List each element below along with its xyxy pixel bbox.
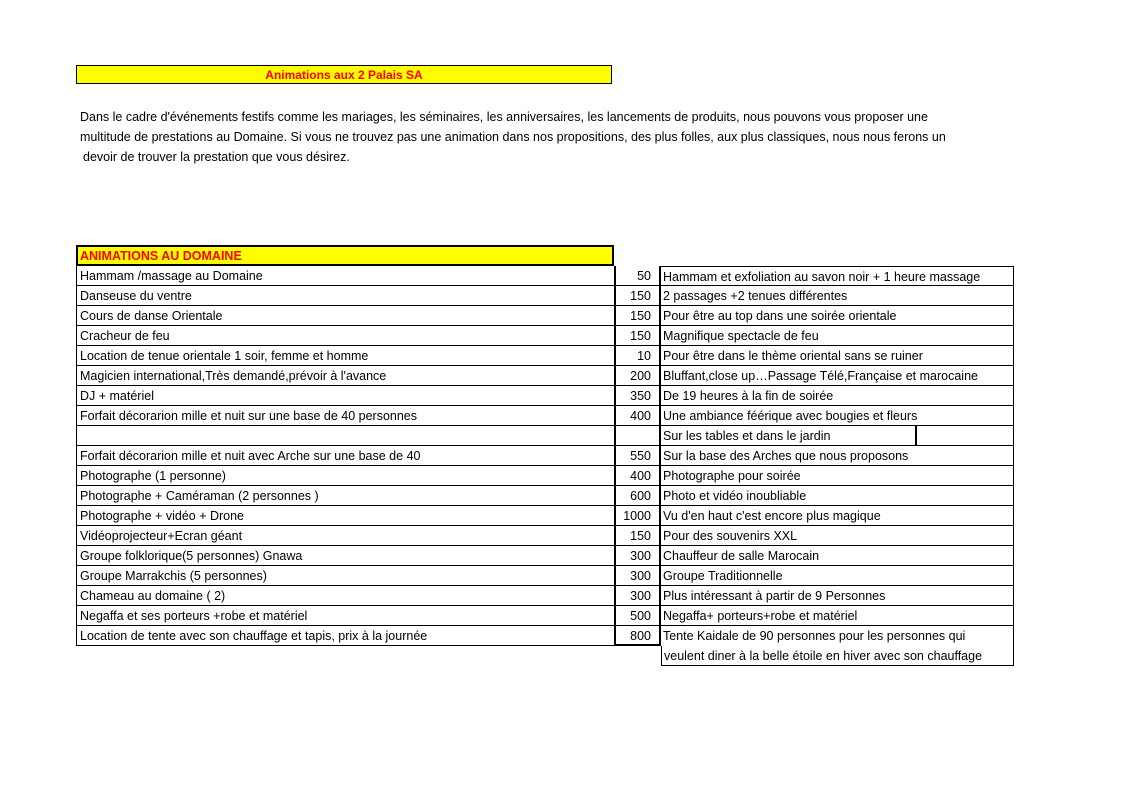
row-name: Magicien international,Très demandé,prévoir à l'avance xyxy=(76,366,614,386)
intro-paragraph xyxy=(80,107,1080,167)
intro-line-1: Dans le cadre d'événements festifs comme les mariages, les séminaires, les anniversaires, les lancements de produits, nous pouvons vous proposer une xyxy=(80,110,928,124)
row-desc: Pour être au top dans une soirée orientale xyxy=(661,306,1014,326)
table-row xyxy=(76,346,1014,366)
table-row xyxy=(76,626,1014,646)
row-desc: Magnifique spectacle de feu xyxy=(661,326,1014,346)
row-name: Cracheur de feu xyxy=(76,326,614,346)
row-name: Danseuse du ventre xyxy=(76,286,614,306)
row-desc: 2 passages +2 tenues différentes xyxy=(661,286,1014,306)
table-row xyxy=(76,386,1014,406)
row-name: Location de tente avec son chauffage et tapis, prix à la journée xyxy=(76,626,614,646)
row-desc: Bluffant,close up…Passage Télé,Française et marocaine xyxy=(661,366,1014,386)
row-name: Cours de danse Orientale xyxy=(76,306,614,326)
row-name: Vidéoprojecteur+Ecran géant xyxy=(76,526,614,546)
row-price: 150 xyxy=(614,286,661,306)
row-price: 800 xyxy=(614,626,661,646)
table-row xyxy=(76,586,1014,606)
table-row xyxy=(76,546,1014,566)
row-price: 300 xyxy=(614,566,661,586)
row-name: DJ + matériel xyxy=(76,386,614,406)
row-desc: Photo et vidéo inoubliable xyxy=(661,486,1014,506)
row-desc: Negaffa+ porteurs+robe et matériel xyxy=(661,606,1014,626)
row-name xyxy=(76,426,614,446)
row-price: 150 xyxy=(614,326,661,346)
row-price: 350 xyxy=(614,386,661,406)
document-title: Animations aux 2 Palais SA xyxy=(76,65,612,84)
table-row xyxy=(76,306,1014,326)
row-desc: Vu d'en haut c'est encore plus magique xyxy=(661,506,1014,526)
table-row xyxy=(76,446,1014,466)
row-price: 150 xyxy=(614,306,661,326)
table-row xyxy=(76,606,1014,626)
row-name: Chameau au domaine ( 2) xyxy=(76,586,614,606)
row-price: 50 xyxy=(614,266,661,286)
row-name: Location de tenue orientale 1 soir, femme et homme xyxy=(76,346,614,366)
row-price: 1000 xyxy=(614,506,661,526)
row-price: 500 xyxy=(614,606,661,626)
row-name: Hammam /massage au Domaine xyxy=(76,266,614,286)
table-row xyxy=(76,466,1014,486)
table-row xyxy=(76,406,1014,426)
animations-table xyxy=(76,266,1014,646)
row-price: 150 xyxy=(614,526,661,546)
table-row xyxy=(76,266,1014,286)
row-price: 200 xyxy=(614,366,661,386)
intro-line-3: devoir de trouver la prestation que vous désirez. xyxy=(83,150,350,164)
row-desc: Pour être dans le thème oriental sans se ruiner xyxy=(661,346,1014,366)
row-price: 550 xyxy=(614,446,661,466)
row-price: 400 xyxy=(614,406,661,426)
row-name: Photographe + vidéo + Drone xyxy=(76,506,614,526)
row-desc: Tente Kaidale de 90 personnes pour les personnes qui xyxy=(661,626,1014,646)
table-row xyxy=(76,526,1014,546)
row-desc: Hammam et exfoliation au savon noir + 1 heure massage xyxy=(661,266,1014,286)
row-desc: Sur les tables et dans le jardin xyxy=(661,426,916,446)
row-price xyxy=(614,426,661,446)
row-name: Groupe folklorique(5 personnes) Gnawa xyxy=(76,546,614,566)
row-name: Groupe Marrakchis (5 personnes) xyxy=(76,566,614,586)
table-row xyxy=(76,426,1014,446)
row-desc: Pour des souvenirs XXL xyxy=(661,526,1014,546)
row-price: 600 xyxy=(614,486,661,506)
row-name: Photographe + Caméraman (2 personnes ) xyxy=(76,486,614,506)
table-row xyxy=(76,566,1014,586)
row-desc: Chauffeur de salle Marocain xyxy=(661,546,1014,566)
table-row xyxy=(76,326,1014,346)
table-row xyxy=(76,486,1014,506)
row-price: 300 xyxy=(614,586,661,606)
row-desc: Sur la base des Arches que nous proposons xyxy=(661,446,1014,466)
row-desc: Groupe Traditionnelle xyxy=(661,566,1014,586)
row-name: Forfait décorarion mille et nuit avec Arche sur une base de 40 xyxy=(76,446,614,466)
table-header: ANIMATIONS AU DOMAINE xyxy=(76,245,614,266)
row-price: 300 xyxy=(614,546,661,566)
row-desc: Plus intéressant à partir de 9 Personnes xyxy=(661,586,1014,606)
row-name: Negaffa et ses porteurs +robe et matériel xyxy=(76,606,614,626)
table-row xyxy=(76,506,1014,526)
row-desc: Photographe pour soirée xyxy=(661,466,1014,486)
row-price: 400 xyxy=(614,466,661,486)
row-name: Forfait décorarion mille et nuit sur une base de 40 personnes xyxy=(76,406,614,426)
table-row xyxy=(76,366,1014,386)
intro-line-2: multitude de prestations au Domaine. Si vous ne trouvez pas une animation dans nos propositions, des plus folles, aux plus classiques, nous nous ferons un xyxy=(80,130,946,144)
row-desc: De 19 heures à la fin de soirée xyxy=(661,386,1014,406)
row-desc-continuation: veulent diner à la belle étoile en hiver avec son chauffage xyxy=(661,646,1014,666)
row-desc: Une ambiance féérique avec bougies et fleurs xyxy=(661,406,1014,426)
row-price: 10 xyxy=(614,346,661,366)
row-name: Photographe (1 personne) xyxy=(76,466,614,486)
empty-cell xyxy=(916,426,1014,446)
table-row xyxy=(76,286,1014,306)
